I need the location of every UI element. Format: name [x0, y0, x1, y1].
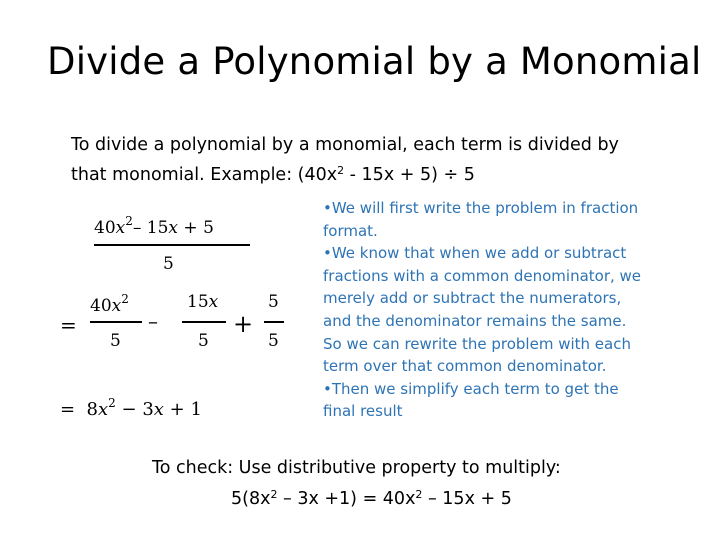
term-3-bar — [264, 321, 284, 323]
term-2-denominator: 5 — [198, 331, 209, 351]
equals-sign-1: = — [60, 313, 77, 337]
note-line: and the denominator remains the same. — [323, 311, 627, 330]
note-line: final result — [323, 402, 403, 421]
fraction-1-numerator — [94, 214, 214, 238]
frac1-num-coef: 40 — [94, 218, 116, 238]
intro-line-1: To divide a polynomial by a monomial, each term is divided by — [71, 135, 619, 155]
t2-num-coef: 15 — [187, 292, 209, 312]
result-equals: = — [60, 399, 76, 420]
minus-sign: – — [148, 309, 158, 333]
t2-num-var: x — [208, 292, 219, 312]
check-line-2-a: 5(8x — [231, 489, 271, 509]
frac1-num-var2: x — [168, 218, 179, 238]
check-line-2-b: – 3x +1) = 40x — [277, 489, 416, 509]
check-line-2-c: – 15x + 5 — [422, 489, 512, 509]
result-coef: 8 — [86, 399, 98, 420]
result-var2: x — [153, 399, 164, 420]
term-3-numerator: 5 — [268, 292, 279, 312]
result-b: − 3 — [115, 399, 154, 420]
note-line: merely add or subtract the numerators, — [323, 289, 622, 308]
t1-num-var: x — [111, 296, 122, 316]
intro-line-2 — [71, 158, 711, 188]
fraction-1-bar — [94, 244, 250, 246]
note-line: •Then we simplify each term to get the — [323, 379, 619, 398]
note-line: format. — [323, 221, 378, 240]
note-line: •We will first write the problem in fraction — [323, 199, 639, 217]
term-2-bar — [182, 321, 226, 323]
result-exp: 2 — [108, 396, 116, 410]
note-line: •We know that when we add or subtract — [323, 244, 627, 263]
result-var: x — [98, 399, 109, 420]
intro-line-2-b: - 15x + 5) ÷ 5 — [344, 165, 475, 185]
note-line: So we can rewrite the problem with each — [323, 334, 631, 353]
intro-text — [71, 133, 711, 188]
frac1-num-c: + 5 — [178, 218, 214, 238]
fraction-1-denominator: 5 — [163, 254, 174, 274]
check-exp-2: 2 — [415, 488, 423, 501]
intro-exponent: 2 — [337, 164, 345, 177]
slide-title: Divide a Polynomial by a Monomial — [47, 40, 702, 83]
term-3-denominator: 5 — [268, 331, 279, 351]
term-1-bar — [90, 321, 142, 323]
frac1-num-b: – 15 — [132, 218, 169, 238]
plus-sign: + — [233, 310, 254, 338]
note-line: term over that common denominator. — [323, 357, 607, 376]
t1-num-exp: 2 — [121, 292, 129, 306]
check-exp-1: 2 — [270, 488, 278, 501]
frac1-num-exp: 2 — [125, 214, 133, 228]
result-expression — [60, 396, 202, 420]
check-line-2 — [231, 482, 512, 512]
term-1-denominator: 5 — [110, 331, 121, 351]
term-2-numerator — [187, 292, 218, 312]
frac1-num-var: x — [115, 218, 126, 238]
intro-line-2-a: that monomial. Example: (40x — [71, 165, 338, 185]
note-line: fractions with a common denominator, we — [323, 266, 642, 285]
t1-num-coef: 40 — [90, 296, 112, 316]
result-c: + 1 — [163, 399, 202, 420]
term-1-numerator — [90, 292, 129, 316]
explanation-notes — [323, 197, 718, 423]
check-line-1: To check: Use distributive property to multiply: — [152, 458, 561, 478]
